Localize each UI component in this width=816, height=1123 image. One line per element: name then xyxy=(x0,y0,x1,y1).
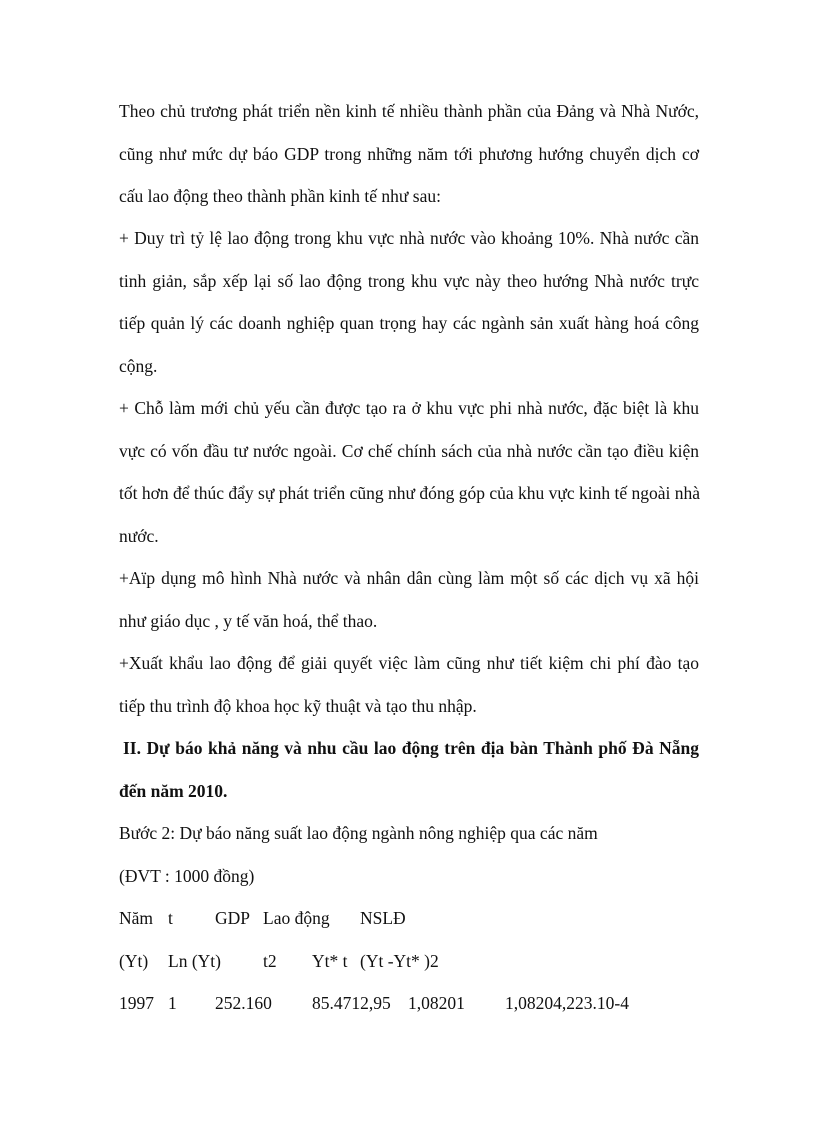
header-nsld: NSLĐ xyxy=(360,908,406,928)
bullet-2-line-1: + Chỗ làm mới chủ yếu cần được tạo ra ở khu vực phi nhà nước, đặc biệt là khu xyxy=(119,398,699,418)
header-yt-star-t: Yt* t xyxy=(312,951,348,971)
cell-ln: 1,08201 xyxy=(408,993,465,1013)
bullet-3-line-2: như giáo dục , y tế văn hoá, thể thao. xyxy=(119,611,378,631)
section-heading-line-1: II. Dự báo khả năng và nhu cầu lao động trên địa bàn Thành phố Đà Nẵng xyxy=(123,738,699,758)
bullet-1-line-3: tiếp quản lý các doanh nghiệp quan trọng hay các ngành sản xuất hàng hoá công xyxy=(119,313,699,333)
header-gdp: GDP xyxy=(215,908,251,928)
header-t: t xyxy=(168,908,173,928)
bullet-4-line-2: tiếp thu trình độ khoa học kỹ thuật và tạo thu nhập. xyxy=(119,696,477,716)
header-ln-yt: Ln (Yt) xyxy=(168,951,221,971)
section-heading-line-2: đến năm 2010. xyxy=(119,781,228,801)
cell-t: 1 xyxy=(168,993,177,1013)
bullet-4-line-1: +Xuất khẩu lao động để giải quyết việc làm cũng như tiết kiệm chi phí đào tạo xyxy=(119,653,699,673)
header-t2: t2 xyxy=(263,951,277,971)
cell-gdp: 252.160 xyxy=(215,993,272,1013)
bullet-2-line-3: tốt hơn để thúc đẩy sự phát triển cũng như đóng góp của khu vực kinh tế ngoài nhà xyxy=(119,483,701,503)
header-nam: Năm xyxy=(119,908,154,928)
bullet-2-line-4: nước. xyxy=(119,526,159,546)
cell-residual: 1,08204,223.10-4 xyxy=(505,993,629,1013)
paragraph-1-line-3: cấu lao động theo thành phần kinh tế như sau: xyxy=(119,186,441,206)
header-lao-dong: Lao động xyxy=(263,908,330,928)
unit-note: (ĐVT : 1000 đồng) xyxy=(119,866,255,886)
cell-year: 1997 xyxy=(119,993,154,1013)
bullet-1-line-1: + Duy trì tỷ lệ lao động trong khu vực nhà nước vào khoảng 10%. Nhà nước cần xyxy=(119,228,699,248)
bullet-1-line-2: tinh giản, sắp xếp lại số lao động trong khu vực này theo hướng Nhà nước trực xyxy=(119,271,699,291)
cell-lao-dong: 85.4712,95 xyxy=(312,993,391,1013)
paragraph-1-line-1: Theo chủ trương phát triển nền kinh tế nhiều thành phần của Đảng và Nhà Nước, xyxy=(119,101,699,121)
bullet-2-line-2: vực có vốn đầu tư nước ngoài. Cơ chế chính sách của nhà nước cần tạo điều kiện xyxy=(119,441,699,461)
bullet-1-line-4: cộng. xyxy=(119,356,158,376)
header-yt: (Yt) xyxy=(119,951,149,971)
bullet-3-line-1: +Aïp dụng mô hình Nhà nước và nhân dân cùng làm một số các dịch vụ xã hội xyxy=(119,568,699,588)
header-squared-diff: (Yt -Yt* )2 xyxy=(360,951,439,971)
paragraph-1-line-2: cũng như mức dự báo GDP trong những năm tới phương hướng chuyển dịch cơ xyxy=(119,144,699,164)
step-description: Bước 2: Dự báo năng suất lao động ngành nông nghiệp qua các năm xyxy=(119,823,598,843)
